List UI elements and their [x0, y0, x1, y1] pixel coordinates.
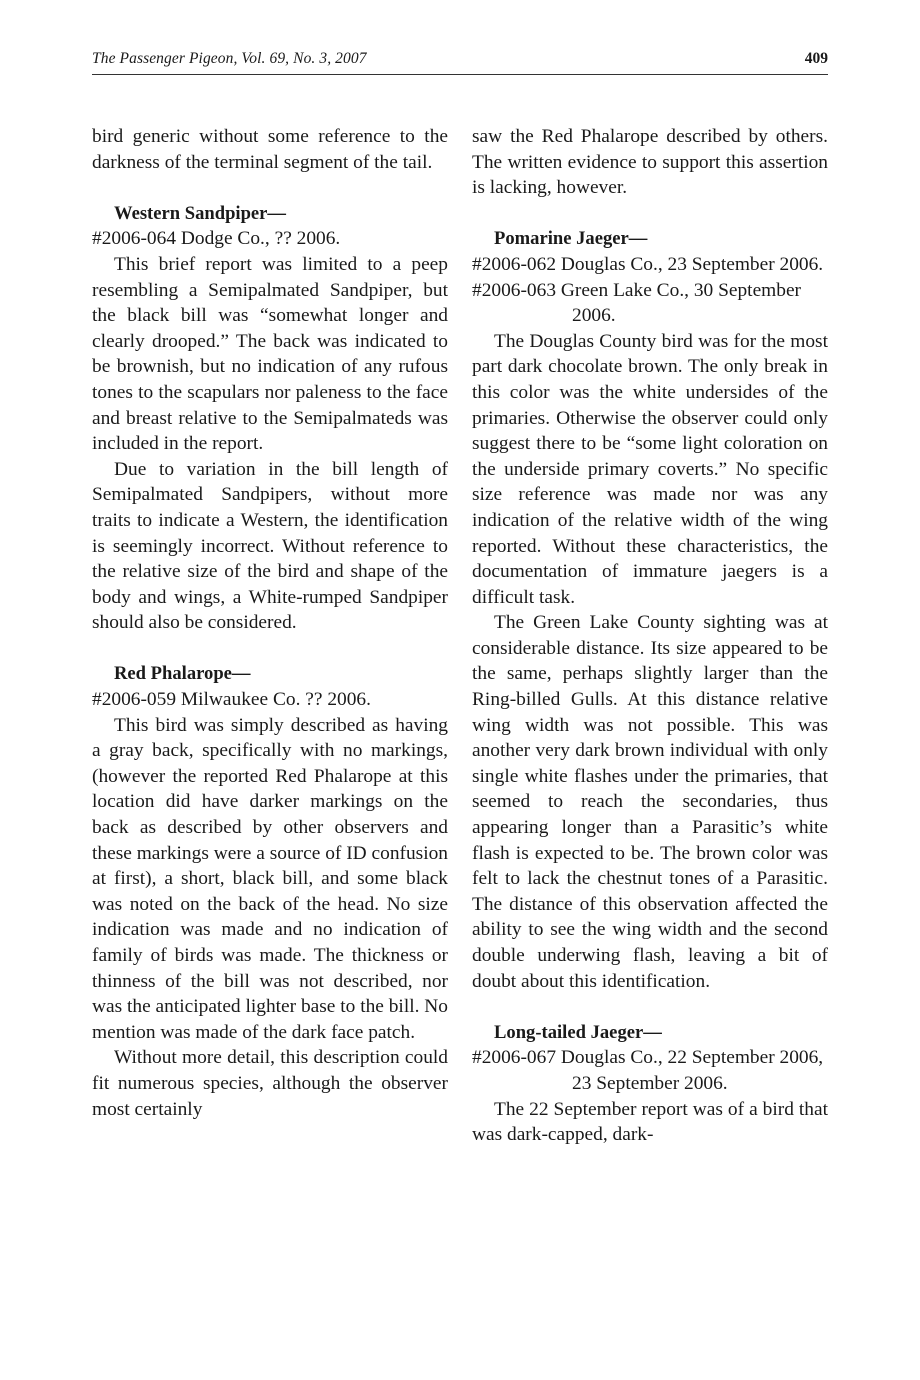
pomarine-jaeger-paragraph-1: The Douglas County bird was for the most part dark chocolate brown. The only break in this color was the white undersides of the primaries. Otherwise the observer could only suggest there to be “some light coloration on the underside primary coverts.” No specific size reference was made nor was any indication of the relative width of the wing reported. Without these characteristics, the documentation of immature jaegers is a difficult task.	[472, 330, 828, 608]
intro-paragraph: bird generic without some reference to the darkness of the terminal segment of the tail.	[92, 126, 448, 173]
long-tailed-jaeger-heading: Long-tailed Jaeger—	[494, 1021, 662, 1043]
red-phalarope-paragraph-1: This bird was simply described as having a gray back, specifically with no markings, (however the reported Red Phalarope at this location did have darker markings on the back as described by other observers and these markings were a source of ID confusion at first), a short, black bill, and some black was noted on the back of the head. No size indication was made and no indication of family of birds was made. The thickness or thinness of the bill was not described, nor was the anticipated lighter base to the bill. No mention was made of the dark face patch.	[92, 714, 448, 1043]
page-number: 409	[804, 50, 828, 67]
right-column	[472, 124, 828, 1148]
section-long-tailed-jaeger	[472, 1020, 828, 1148]
long-tailed-jaeger-record: #2006-067 Douglas Co., 22 September 2006, 23 September 2006.	[472, 1047, 824, 1094]
section-gap	[92, 175, 448, 201]
section-pomarine-jaeger	[472, 226, 828, 994]
western-sandpiper-heading: Western Sandpiper—	[114, 202, 287, 224]
document-page	[92, 0, 828, 1380]
section-gap	[472, 201, 828, 227]
red-phalarope-paragraph-2: Without more detail, this description could fit numerous species, although the observer most certainly	[92, 1047, 448, 1120]
section-gap	[472, 994, 828, 1020]
section-red-phalarope	[92, 661, 448, 1122]
red-phalarope-heading: Red Phalarope—	[114, 663, 251, 685]
long-tailed-jaeger-paragraph-1: The 22 September report was of a bird that was dark-capped, dark-	[472, 1098, 828, 1146]
western-sandpiper-paragraph-1: This brief report was limited to a peep resembling a Semipalmated Sandpiper, but the black bill was “somewhat longer and clearly drooped.” The back was indicated to be brownish, but no indication of any rufous tones to the scapulars nor paleness to the face and breast relative to the Semipalmateds was included in the report.	[92, 253, 448, 455]
pomarine-jaeger-record-2: #2006-063 Green Lake Co., 30 September 2006.	[472, 279, 802, 327]
pomarine-jaeger-heading: Pomarine Jaeger—	[494, 228, 648, 250]
journal-title: The Passenger Pigeon, Vol. 69, No. 3, 2007	[92, 50, 367, 67]
western-sandpiper-paragraph-2: Due to variation in the bill length of Semipalmated Sandpipers, without more traits to indicate a Western, the identification is seemingly incorrect. Without reference to the relative size of the bird and shape of the body and wings, a White-rumped Sandpiper should also be considered.	[92, 458, 448, 634]
left-column	[92, 124, 448, 1122]
continued-paragraph: saw the Red Phalarope described by others. The written evidence to support this assertion is lacking, however.	[472, 126, 828, 199]
running-header	[92, 48, 828, 75]
western-sandpiper-record: #2006-064 Dodge Co., ?? 2006.	[92, 228, 341, 250]
section-western-sandpiper	[92, 201, 448, 636]
red-phalarope-record: #2006-059 Milwaukee Co. ?? 2006.	[92, 689, 371, 711]
pomarine-jaeger-paragraph-2: The Green Lake County sighting was at considerable distance. Its size appeared to be the same, perhaps slightly larger than the Ring-billed Gulls. At this distance relative wing width was not possible. This was another very dark brown individual with only single white flashes under the primaries, that seemed to reach the secondaries, thus appearing longer than a Parasitic’s white flash is expected to be. The brown color was felt to lack the chestnut tones of a Parasitic. The distance of this observation affected the ability to see the wing width and the second double underwing flash, leaving a bit of doubt about this identification.	[472, 612, 828, 992]
pomarine-jaeger-record-1: #2006-062 Douglas Co., 23 September 2006.	[472, 253, 824, 275]
section-gap	[92, 636, 448, 662]
